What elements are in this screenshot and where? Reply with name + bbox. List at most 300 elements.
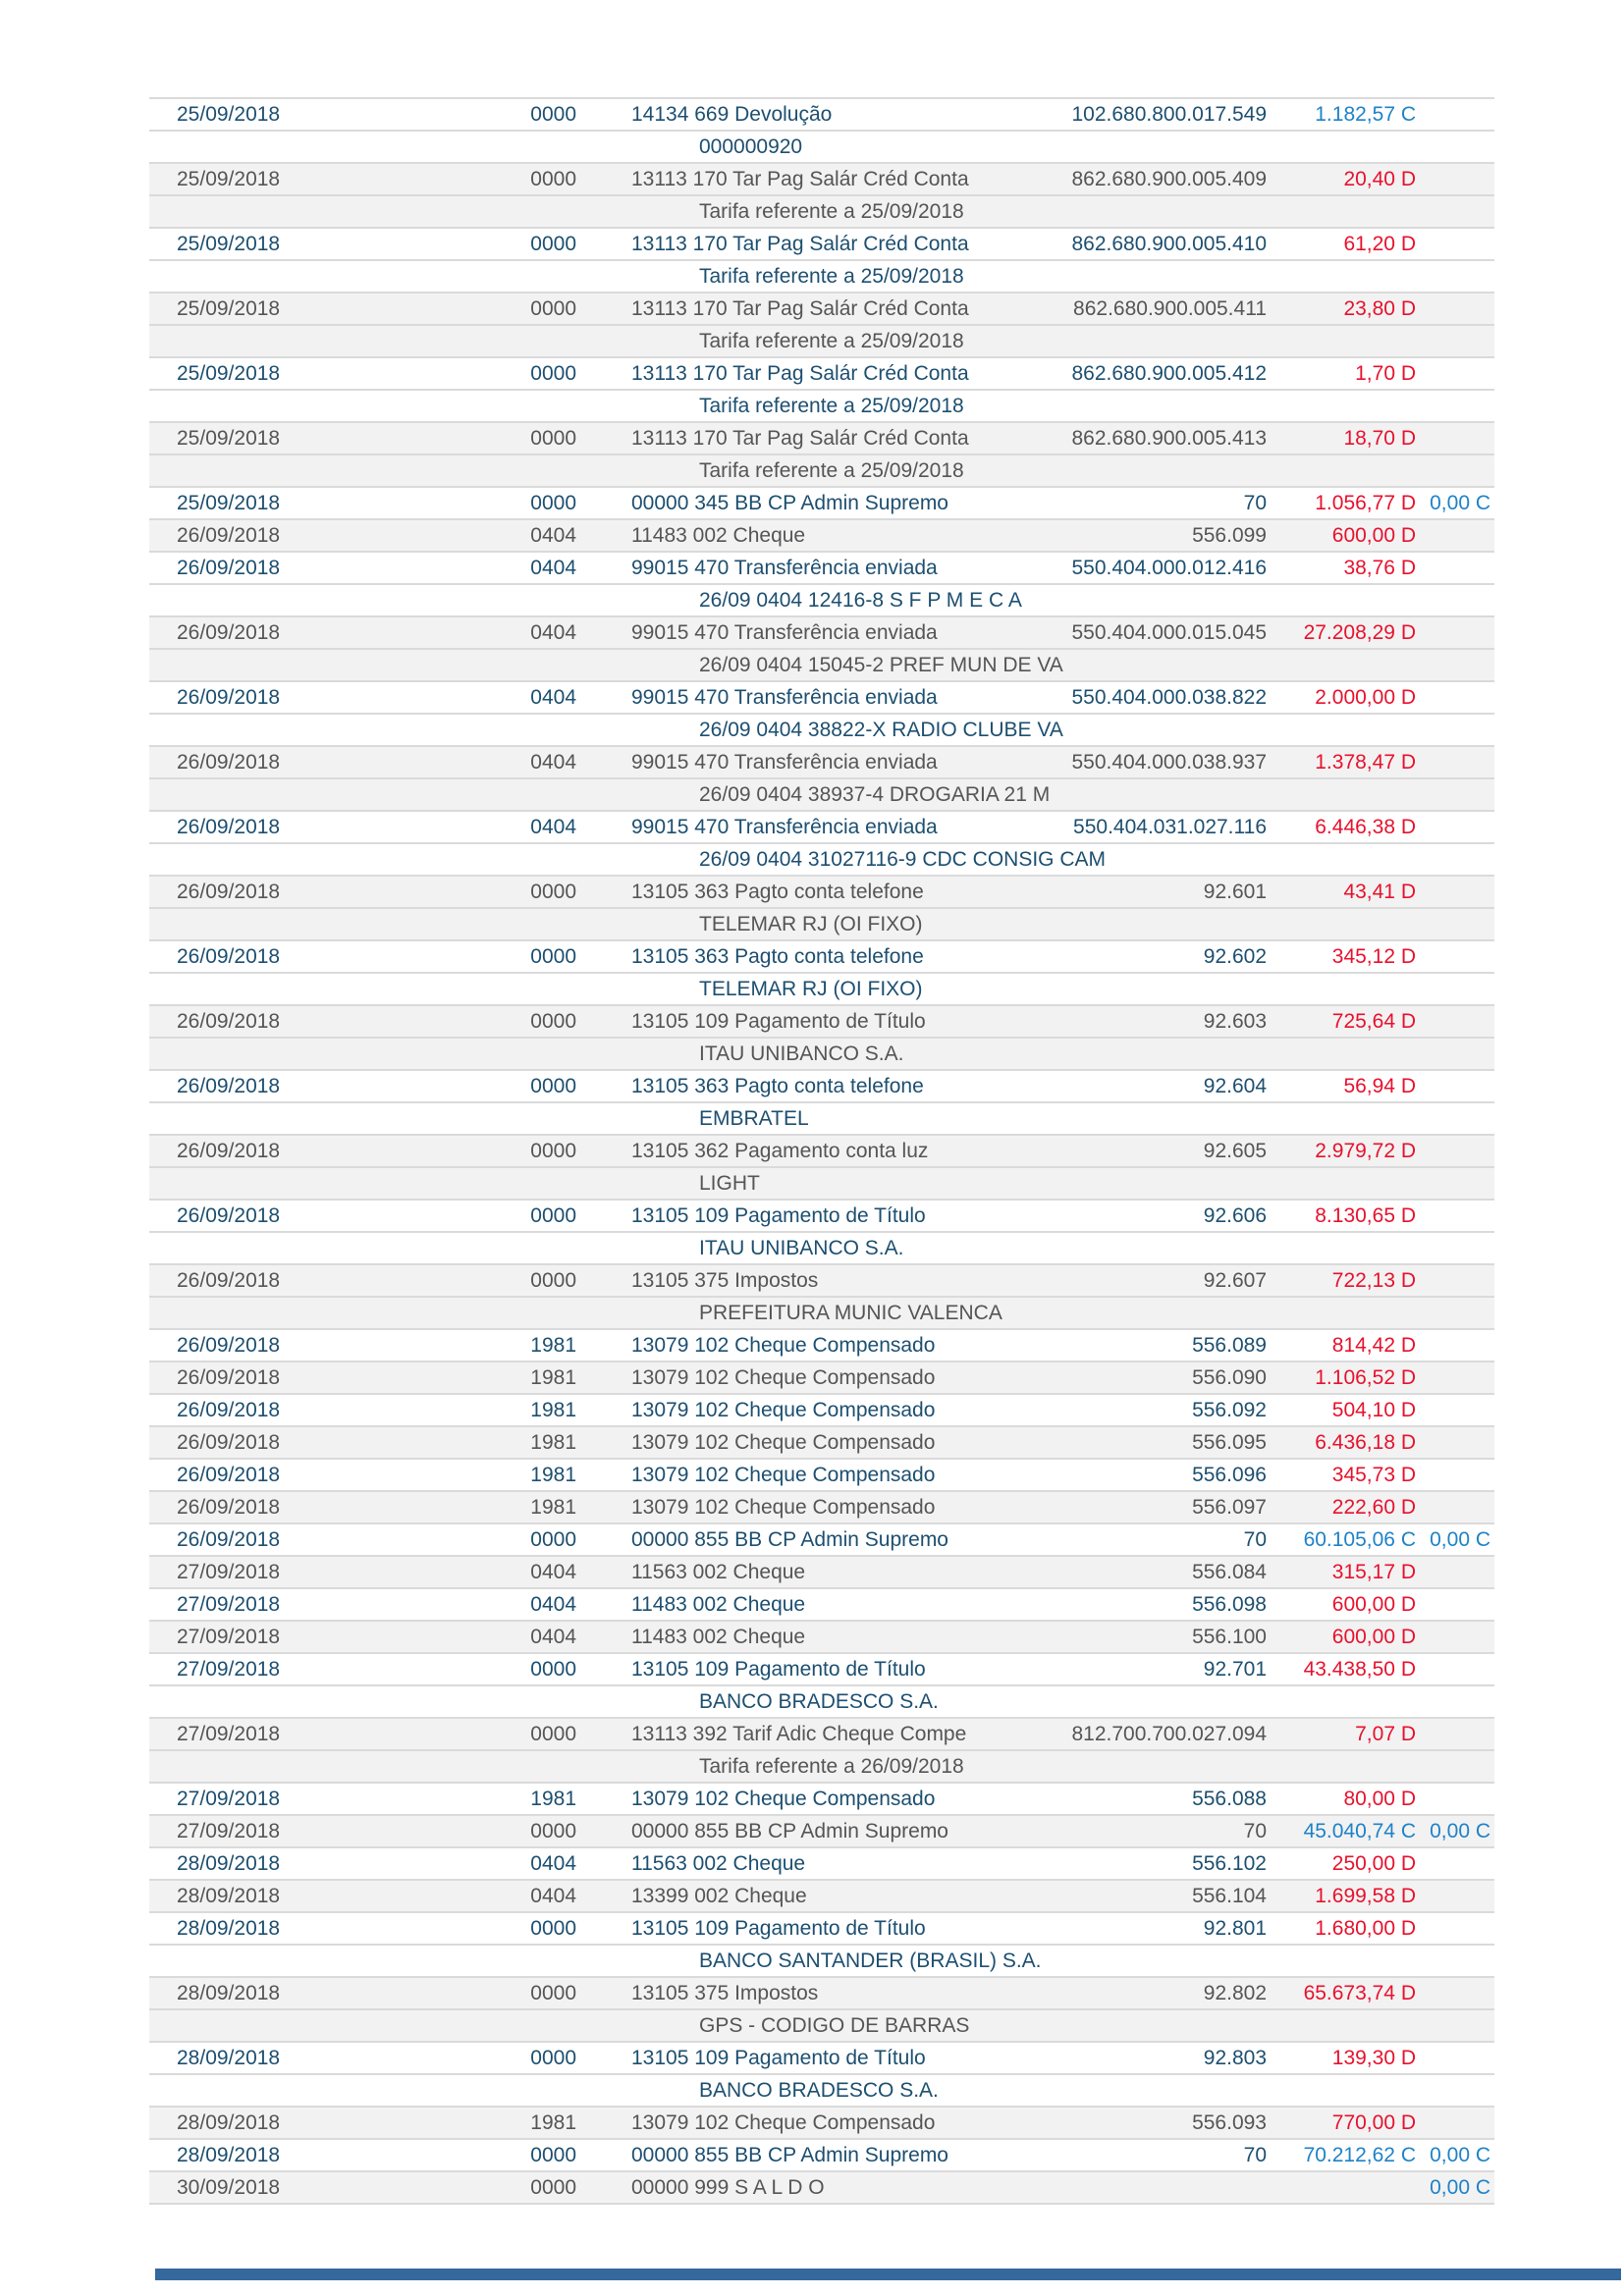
date-cell: 25/09/2018 bbox=[177, 297, 281, 320]
table-detail-row bbox=[149, 2010, 1494, 2043]
date-cell: 27/09/2018 bbox=[177, 1723, 281, 1745]
document-number-cell: 862.680.900.005.409 bbox=[1071, 168, 1267, 190]
agency-cell: 0404 bbox=[530, 1593, 576, 1616]
date-cell: 28/09/2018 bbox=[177, 2111, 281, 2134]
table-detail-row bbox=[149, 1946, 1494, 1978]
document-number-cell: 70 bbox=[1243, 2144, 1267, 2166]
balance-cell: 0,00 C bbox=[1430, 492, 1490, 514]
description-cell: 13079 102 Cheque Compensado bbox=[631, 2111, 936, 2134]
description-cell: 13079 102 Cheque Compensado bbox=[631, 1431, 936, 1454]
agency-cell: 0000 bbox=[530, 168, 576, 190]
agency-cell: 1981 bbox=[530, 2111, 576, 2134]
detail-text: Tarifa referente a 25/09/2018 bbox=[699, 395, 964, 417]
description-cell: 11563 002 Cheque bbox=[631, 1561, 806, 1583]
document-number-cell: 550.404.031.027.116 bbox=[1073, 816, 1267, 838]
description-cell: 13105 362 Pagamento conta luz bbox=[631, 1140, 929, 1162]
date-cell: 26/09/2018 bbox=[177, 1431, 281, 1454]
table-row bbox=[149, 520, 1494, 553]
date-cell: 28/09/2018 bbox=[177, 2144, 281, 2166]
description-cell: 13079 102 Cheque Compensado bbox=[631, 1334, 936, 1357]
date-cell: 27/09/2018 bbox=[177, 1820, 281, 1842]
table-row bbox=[149, 1524, 1494, 1557]
table-detail-row bbox=[149, 1168, 1494, 1201]
document-number-cell: 92.607 bbox=[1203, 1269, 1267, 1292]
detail-text: Tarifa referente a 25/09/2018 bbox=[699, 330, 964, 352]
table-row bbox=[149, 488, 1494, 520]
description-cell: 13113 170 Tar Pag Salár Créd Conta bbox=[631, 427, 969, 450]
description-cell: 00000 855 BB CP Admin Supremo bbox=[631, 1820, 948, 1842]
date-cell: 26/09/2018 bbox=[177, 621, 281, 644]
table-detail-row bbox=[149, 909, 1494, 941]
detail-text: Tarifa referente a 25/09/2018 bbox=[699, 200, 964, 223]
table-row bbox=[149, 1784, 1494, 1816]
detail-text: BANCO BRADESCO S.A. bbox=[699, 1690, 939, 1713]
document-number-cell: 556.102 bbox=[1192, 1852, 1267, 1875]
amount-cell: 6.436,18 D bbox=[1315, 1431, 1416, 1454]
document-number-cell: 556.093 bbox=[1192, 2111, 1267, 2134]
date-cell: 27/09/2018 bbox=[177, 1658, 281, 1681]
date-cell: 27/09/2018 bbox=[177, 1561, 281, 1583]
agency-cell: 0000 bbox=[530, 1820, 576, 1842]
date-cell: 27/09/2018 bbox=[177, 1593, 281, 1616]
statement-table bbox=[149, 97, 1494, 2205]
table-row bbox=[149, 423, 1494, 455]
document-number-cell: 92.606 bbox=[1203, 1204, 1267, 1227]
agency-cell: 0000 bbox=[530, 2047, 576, 2069]
amount-cell: 1.182,57 C bbox=[1315, 103, 1416, 126]
table-row bbox=[149, 2043, 1494, 2075]
date-cell: 25/09/2018 bbox=[177, 233, 281, 255]
amount-cell: 43,41 D bbox=[1343, 881, 1416, 903]
description-cell: 13113 170 Tar Pag Salár Créd Conta bbox=[631, 233, 969, 255]
table-row bbox=[149, 682, 1494, 715]
table-row bbox=[149, 1395, 1494, 1427]
date-cell: 26/09/2018 bbox=[177, 1075, 281, 1097]
document-number-cell: 556.098 bbox=[1192, 1593, 1267, 1616]
table-detail-row bbox=[149, 844, 1494, 877]
description-cell: 13113 170 Tar Pag Salár Créd Conta bbox=[631, 297, 969, 320]
agency-cell: 0404 bbox=[530, 621, 576, 644]
agency-cell: 0000 bbox=[530, 297, 576, 320]
description-cell: 13105 109 Pagamento de Título bbox=[631, 1204, 926, 1227]
agency-cell: 0000 bbox=[530, 427, 576, 450]
table-row bbox=[149, 1622, 1494, 1654]
amount-cell: 814,42 D bbox=[1331, 1334, 1416, 1357]
description-cell: 13079 102 Cheque Compensado bbox=[631, 1464, 936, 1486]
agency-cell: 0404 bbox=[530, 686, 576, 709]
document-number-cell: 550.404.000.038.937 bbox=[1071, 751, 1267, 774]
table-row bbox=[149, 1816, 1494, 1848]
agency-cell: 0404 bbox=[530, 751, 576, 774]
amount-cell: 8.130,65 D bbox=[1315, 1204, 1416, 1227]
agency-cell: 1981 bbox=[530, 1464, 576, 1486]
table-row bbox=[149, 1719, 1494, 1751]
table-row bbox=[149, 229, 1494, 261]
amount-cell: 725,64 D bbox=[1331, 1010, 1416, 1033]
amount-cell: 770,00 D bbox=[1331, 2111, 1416, 2134]
date-cell: 26/09/2018 bbox=[177, 1204, 281, 1227]
description-cell: 13113 170 Tar Pag Salár Créd Conta bbox=[631, 168, 969, 190]
agency-cell: 0000 bbox=[530, 2176, 576, 2199]
table-detail-row bbox=[149, 391, 1494, 423]
table-detail-row bbox=[149, 650, 1494, 682]
amount-cell: 600,00 D bbox=[1331, 524, 1416, 547]
table-row bbox=[149, 2172, 1494, 2205]
detail-text: BANCO BRADESCO S.A. bbox=[699, 2079, 939, 2102]
table-detail-row bbox=[149, 1298, 1494, 1330]
description-cell: 00000 345 BB CP Admin Supremo bbox=[631, 492, 948, 514]
balance-cell: 0,00 C bbox=[1430, 1528, 1490, 1551]
table-row bbox=[149, 1201, 1494, 1233]
amount-cell: 600,00 D bbox=[1331, 1626, 1416, 1648]
document-number-cell: 556.089 bbox=[1192, 1334, 1267, 1357]
agency-cell: 0404 bbox=[530, 1852, 576, 1875]
table-row bbox=[149, 358, 1494, 391]
table-detail-row bbox=[149, 1103, 1494, 1136]
table-row bbox=[149, 1071, 1494, 1103]
agency-cell: 0000 bbox=[530, 362, 576, 385]
detail-text: LIGHT bbox=[699, 1172, 760, 1195]
amount-cell: 60.105,06 C bbox=[1303, 1528, 1416, 1551]
table-row bbox=[149, 1460, 1494, 1492]
agency-cell: 0404 bbox=[530, 1885, 576, 1907]
amount-cell: 56,94 D bbox=[1343, 1075, 1416, 1097]
table-detail-row bbox=[149, 196, 1494, 229]
agency-cell: 1981 bbox=[530, 1366, 576, 1389]
table-row bbox=[149, 1589, 1494, 1622]
description-cell: 13079 102 Cheque Compensado bbox=[631, 1496, 936, 1519]
bottom-scrollbar[interactable] bbox=[155, 2269, 1621, 2280]
table-row bbox=[149, 812, 1494, 844]
agency-cell: 0000 bbox=[530, 492, 576, 514]
table-detail-row bbox=[149, 2075, 1494, 2108]
date-cell: 28/09/2018 bbox=[177, 1917, 281, 1940]
detail-text: TELEMAR RJ (OI FIXO) bbox=[699, 978, 923, 1000]
amount-cell: 65.673,74 D bbox=[1303, 1982, 1416, 2004]
amount-cell: 1.699,58 D bbox=[1315, 1885, 1416, 1907]
detail-text: PREFEITURA MUNIC VALENCA bbox=[699, 1302, 1002, 1324]
amount-cell: 80,00 D bbox=[1343, 1788, 1416, 1810]
table-detail-row bbox=[149, 326, 1494, 358]
agency-cell: 1981 bbox=[530, 1788, 576, 1810]
agency-cell: 0000 bbox=[530, 1658, 576, 1681]
document-number-cell: 556.097 bbox=[1192, 1496, 1267, 1519]
description-cell: 13105 109 Pagamento de Título bbox=[631, 2047, 926, 2069]
description-cell: 13079 102 Cheque Compensado bbox=[631, 1399, 936, 1421]
amount-cell: 1.106,52 D bbox=[1315, 1366, 1416, 1389]
date-cell: 28/09/2018 bbox=[177, 1852, 281, 1875]
table-row bbox=[149, 1492, 1494, 1524]
amount-cell: 600,00 D bbox=[1331, 1593, 1416, 1616]
table-row bbox=[149, 1136, 1494, 1168]
amount-cell: 315,17 D bbox=[1331, 1561, 1416, 1583]
table-detail-row bbox=[149, 779, 1494, 812]
date-cell: 27/09/2018 bbox=[177, 1788, 281, 1810]
description-cell: 14134 669 Devolução bbox=[631, 103, 833, 126]
table-row bbox=[149, 877, 1494, 909]
balance-cell: 0,00 C bbox=[1430, 2176, 1490, 2199]
document-number-cell: 550.404.000.038.822 bbox=[1071, 686, 1267, 709]
document-number-cell: 102.680.800.017.549 bbox=[1071, 103, 1267, 126]
detail-text: GPS - CODIGO DE BARRAS bbox=[699, 2014, 970, 2037]
date-cell: 27/09/2018 bbox=[177, 1626, 281, 1648]
date-cell: 28/09/2018 bbox=[177, 1982, 281, 2004]
amount-cell: 18,70 D bbox=[1343, 427, 1416, 450]
date-cell: 25/09/2018 bbox=[177, 168, 281, 190]
document-number-cell: 550.404.000.012.416 bbox=[1071, 557, 1267, 579]
agency-cell: 1981 bbox=[530, 1496, 576, 1519]
document-number-cell: 862.680.900.005.411 bbox=[1073, 297, 1267, 320]
date-cell: 26/09/2018 bbox=[177, 945, 281, 968]
amount-cell: 6.446,38 D bbox=[1315, 816, 1416, 838]
table-detail-row bbox=[149, 1751, 1494, 1784]
detail-text: ITAU UNIBANCO S.A. bbox=[699, 1237, 904, 1259]
description-cell: 13105 375 Impostos bbox=[631, 1269, 819, 1292]
date-cell: 26/09/2018 bbox=[177, 1464, 281, 1486]
table-row bbox=[149, 747, 1494, 779]
table-row bbox=[149, 1881, 1494, 1913]
table-detail-row bbox=[149, 261, 1494, 294]
amount-cell: 7,07 D bbox=[1355, 1723, 1416, 1745]
date-cell: 28/09/2018 bbox=[177, 1885, 281, 1907]
date-cell: 26/09/2018 bbox=[177, 1269, 281, 1292]
document-number-cell: 862.680.900.005.413 bbox=[1071, 427, 1267, 450]
date-cell: 26/09/2018 bbox=[177, 686, 281, 709]
description-cell: 00000 855 BB CP Admin Supremo bbox=[631, 2144, 948, 2166]
document-number-cell: 92.603 bbox=[1203, 1010, 1267, 1033]
agency-cell: 0000 bbox=[530, 2144, 576, 2166]
detail-text: Tarifa referente a 25/09/2018 bbox=[699, 265, 964, 288]
description-cell: 99015 470 Transferência enviada bbox=[631, 686, 938, 709]
date-cell: 26/09/2018 bbox=[177, 1528, 281, 1551]
amount-cell: 504,10 D bbox=[1331, 1399, 1416, 1421]
amount-cell: 722,13 D bbox=[1331, 1269, 1416, 1292]
date-cell: 25/09/2018 bbox=[177, 362, 281, 385]
detail-text: 26/09 0404 38822-X RADIO CLUBE VA bbox=[699, 719, 1063, 741]
agency-cell: 0000 bbox=[530, 1269, 576, 1292]
table-row bbox=[149, 294, 1494, 326]
table-row bbox=[149, 1362, 1494, 1395]
amount-cell: 2.000,00 D bbox=[1315, 686, 1416, 709]
agency-cell: 0000 bbox=[530, 1528, 576, 1551]
document-number-cell: 556.104 bbox=[1192, 1885, 1267, 1907]
table-row bbox=[149, 553, 1494, 585]
table-row bbox=[149, 1848, 1494, 1881]
document-number-cell: 556.084 bbox=[1192, 1561, 1267, 1583]
agency-cell: 0000 bbox=[530, 103, 576, 126]
detail-text: 26/09 0404 38937-4 DROGARIA 21 M bbox=[699, 783, 1051, 806]
detail-text: Tarifa referente a 25/09/2018 bbox=[699, 459, 964, 482]
description-cell: 13105 109 Pagamento de Título bbox=[631, 1010, 926, 1033]
date-cell: 26/09/2018 bbox=[177, 1399, 281, 1421]
date-cell: 25/09/2018 bbox=[177, 492, 281, 514]
detail-text: 26/09 0404 15045-2 PREF MUN DE VA bbox=[699, 654, 1063, 676]
description-cell: 00000 855 BB CP Admin Supremo bbox=[631, 1528, 948, 1551]
table-detail-row bbox=[149, 1233, 1494, 1265]
description-cell: 11563 002 Cheque bbox=[631, 1852, 806, 1875]
description-cell: 99015 470 Transferência enviada bbox=[631, 621, 938, 644]
document-number-cell: 556.092 bbox=[1192, 1399, 1267, 1421]
document-number-cell: 70 bbox=[1243, 1820, 1267, 1842]
amount-cell: 345,73 D bbox=[1331, 1464, 1416, 1486]
table-detail-row bbox=[149, 585, 1494, 617]
document-number-cell: 92.601 bbox=[1203, 881, 1267, 903]
document-number-cell: 92.605 bbox=[1203, 1140, 1267, 1162]
date-cell: 26/09/2018 bbox=[177, 1334, 281, 1357]
table-row bbox=[149, 1330, 1494, 1362]
description-cell: 99015 470 Transferência enviada bbox=[631, 557, 938, 579]
detail-text: ITAU UNIBANCO S.A. bbox=[699, 1042, 904, 1065]
amount-cell: 61,20 D bbox=[1343, 233, 1416, 255]
agency-cell: 1981 bbox=[530, 1431, 576, 1454]
amount-cell: 38,76 D bbox=[1343, 557, 1416, 579]
table-row bbox=[149, 1978, 1494, 2010]
table-detail-row bbox=[149, 974, 1494, 1006]
document-number-cell: 92.604 bbox=[1203, 1075, 1267, 1097]
agency-cell: 0404 bbox=[530, 557, 576, 579]
amount-cell: 1.680,00 D bbox=[1315, 1917, 1416, 1940]
amount-cell: 2.979,72 D bbox=[1315, 1140, 1416, 1162]
table-row bbox=[149, 1557, 1494, 1589]
amount-cell: 345,12 D bbox=[1331, 945, 1416, 968]
description-cell: 13105 109 Pagamento de Título bbox=[631, 1658, 926, 1681]
date-cell: 30/09/2018 bbox=[177, 2176, 281, 2199]
agency-cell: 0000 bbox=[530, 1140, 576, 1162]
detail-text: TELEMAR RJ (OI FIXO) bbox=[699, 913, 923, 935]
agency-cell: 0404 bbox=[530, 816, 576, 838]
description-cell: 11483 002 Cheque bbox=[631, 1626, 806, 1648]
agency-cell: 0000 bbox=[530, 1982, 576, 2004]
detail-text: BANCO SANTANDER (BRASIL) S.A. bbox=[699, 1949, 1042, 1972]
document-number-cell: 556.099 bbox=[1192, 524, 1267, 547]
description-cell: 99015 470 Transferência enviada bbox=[631, 751, 938, 774]
agency-cell: 0404 bbox=[530, 1626, 576, 1648]
date-cell: 26/09/2018 bbox=[177, 751, 281, 774]
date-cell: 25/09/2018 bbox=[177, 427, 281, 450]
amount-cell: 70.212,62 C bbox=[1303, 2144, 1416, 2166]
date-cell: 26/09/2018 bbox=[177, 1010, 281, 1033]
document-number-cell: 556.096 bbox=[1192, 1464, 1267, 1486]
amount-cell: 23,80 D bbox=[1343, 297, 1416, 320]
agency-cell: 0000 bbox=[530, 1204, 576, 1227]
balance-cell: 0,00 C bbox=[1430, 1820, 1490, 1842]
table-row bbox=[149, 1654, 1494, 1686]
amount-cell: 45.040,74 C bbox=[1303, 1820, 1416, 1842]
description-cell: 13113 392 Tarif Adic Cheque Compe bbox=[631, 1723, 967, 1745]
description-cell: 13105 363 Pagto conta telefone bbox=[631, 945, 924, 968]
date-cell: 26/09/2018 bbox=[177, 881, 281, 903]
table-row bbox=[149, 617, 1494, 650]
date-cell: 25/09/2018 bbox=[177, 103, 281, 126]
amount-cell: 139,30 D bbox=[1331, 2047, 1416, 2069]
agency-cell: 1981 bbox=[530, 1334, 576, 1357]
document-number-cell: 556.090 bbox=[1192, 1366, 1267, 1389]
description-cell: 00000 999 S A L D O bbox=[631, 2176, 825, 2199]
date-cell: 26/09/2018 bbox=[177, 816, 281, 838]
agency-cell: 0000 bbox=[530, 945, 576, 968]
table-row bbox=[149, 941, 1494, 974]
document-number-cell: 92.701 bbox=[1203, 1658, 1267, 1681]
detail-text: Tarifa referente a 26/09/2018 bbox=[699, 1755, 964, 1778]
amount-cell: 43.438,50 D bbox=[1303, 1658, 1416, 1681]
date-cell: 26/09/2018 bbox=[177, 1496, 281, 1519]
agency-cell: 0404 bbox=[530, 1561, 576, 1583]
balance-cell: 0,00 C bbox=[1430, 2144, 1490, 2166]
date-cell: 28/09/2018 bbox=[177, 2047, 281, 2069]
table-detail-row bbox=[149, 1686, 1494, 1719]
description-cell: 13079 102 Cheque Compensado bbox=[631, 1366, 936, 1389]
document-number-cell: 70 bbox=[1243, 492, 1267, 514]
document-number-cell: 70 bbox=[1243, 1528, 1267, 1551]
table-row bbox=[149, 2140, 1494, 2172]
agency-cell: 0000 bbox=[530, 233, 576, 255]
document-number-cell: 556.095 bbox=[1192, 1431, 1267, 1454]
amount-cell: 1.056,77 D bbox=[1315, 492, 1416, 514]
table-row bbox=[149, 164, 1494, 196]
amount-cell: 1,70 D bbox=[1355, 362, 1416, 385]
agency-cell: 0000 bbox=[530, 1723, 576, 1745]
description-cell: 13399 002 Cheque bbox=[631, 1885, 807, 1907]
document-number-cell: 550.404.000.015.045 bbox=[1071, 621, 1267, 644]
date-cell: 26/09/2018 bbox=[177, 1140, 281, 1162]
amount-cell: 250,00 D bbox=[1331, 1852, 1416, 1875]
table-detail-row bbox=[149, 1039, 1494, 1071]
table-detail-row bbox=[149, 455, 1494, 488]
document-number-cell: 556.088 bbox=[1192, 1788, 1267, 1810]
detail-text: EMBRATEL bbox=[699, 1107, 809, 1130]
agency-cell: 0000 bbox=[530, 881, 576, 903]
table-row bbox=[149, 1006, 1494, 1039]
document-number-cell: 92.802 bbox=[1203, 1982, 1267, 2004]
description-cell: 13079 102 Cheque Compensado bbox=[631, 1788, 936, 1810]
table-detail-row bbox=[149, 715, 1494, 747]
amount-cell: 1.378,47 D bbox=[1315, 751, 1416, 774]
description-cell: 13113 170 Tar Pag Salár Créd Conta bbox=[631, 362, 969, 385]
description-cell: 11483 002 Cheque bbox=[631, 524, 806, 547]
document-number-cell: 556.100 bbox=[1192, 1626, 1267, 1648]
date-cell: 26/09/2018 bbox=[177, 1366, 281, 1389]
description-cell: 13105 375 Impostos bbox=[631, 1982, 819, 2004]
table-row bbox=[149, 99, 1494, 132]
table-row bbox=[149, 2108, 1494, 2140]
document-number-cell: 862.680.900.005.412 bbox=[1071, 362, 1267, 385]
detail-text: 000000920 bbox=[699, 135, 803, 158]
description-cell: 13105 363 Pagto conta telefone bbox=[631, 881, 924, 903]
date-cell: 26/09/2018 bbox=[177, 524, 281, 547]
agency-cell: 0000 bbox=[530, 1075, 576, 1097]
agency-cell: 0000 bbox=[530, 1010, 576, 1033]
description-cell: 99015 470 Transferência enviada bbox=[631, 816, 938, 838]
document-number-cell: 862.680.900.005.410 bbox=[1071, 233, 1267, 255]
agency-cell: 0000 bbox=[530, 1917, 576, 1940]
date-cell: 26/09/2018 bbox=[177, 557, 281, 579]
document-number-cell: 92.801 bbox=[1203, 1917, 1267, 1940]
amount-cell: 27.208,29 D bbox=[1303, 621, 1416, 644]
amount-cell: 20,40 D bbox=[1343, 168, 1416, 190]
table-row bbox=[149, 1427, 1494, 1460]
description-cell: 11483 002 Cheque bbox=[631, 1593, 806, 1616]
amount-cell: 222,60 D bbox=[1331, 1496, 1416, 1519]
description-cell: 13105 363 Pagto conta telefone bbox=[631, 1075, 924, 1097]
table-detail-row bbox=[149, 132, 1494, 164]
agency-cell: 1981 bbox=[530, 1399, 576, 1421]
table-row bbox=[149, 1265, 1494, 1298]
agency-cell: 0404 bbox=[530, 524, 576, 547]
document-number-cell: 92.803 bbox=[1203, 2047, 1267, 2069]
document-number-cell: 812.700.700.027.094 bbox=[1071, 1723, 1267, 1745]
table-row bbox=[149, 1913, 1494, 1946]
detail-text: 26/09 0404 12416-8 S F P M E C A bbox=[699, 589, 1022, 612]
